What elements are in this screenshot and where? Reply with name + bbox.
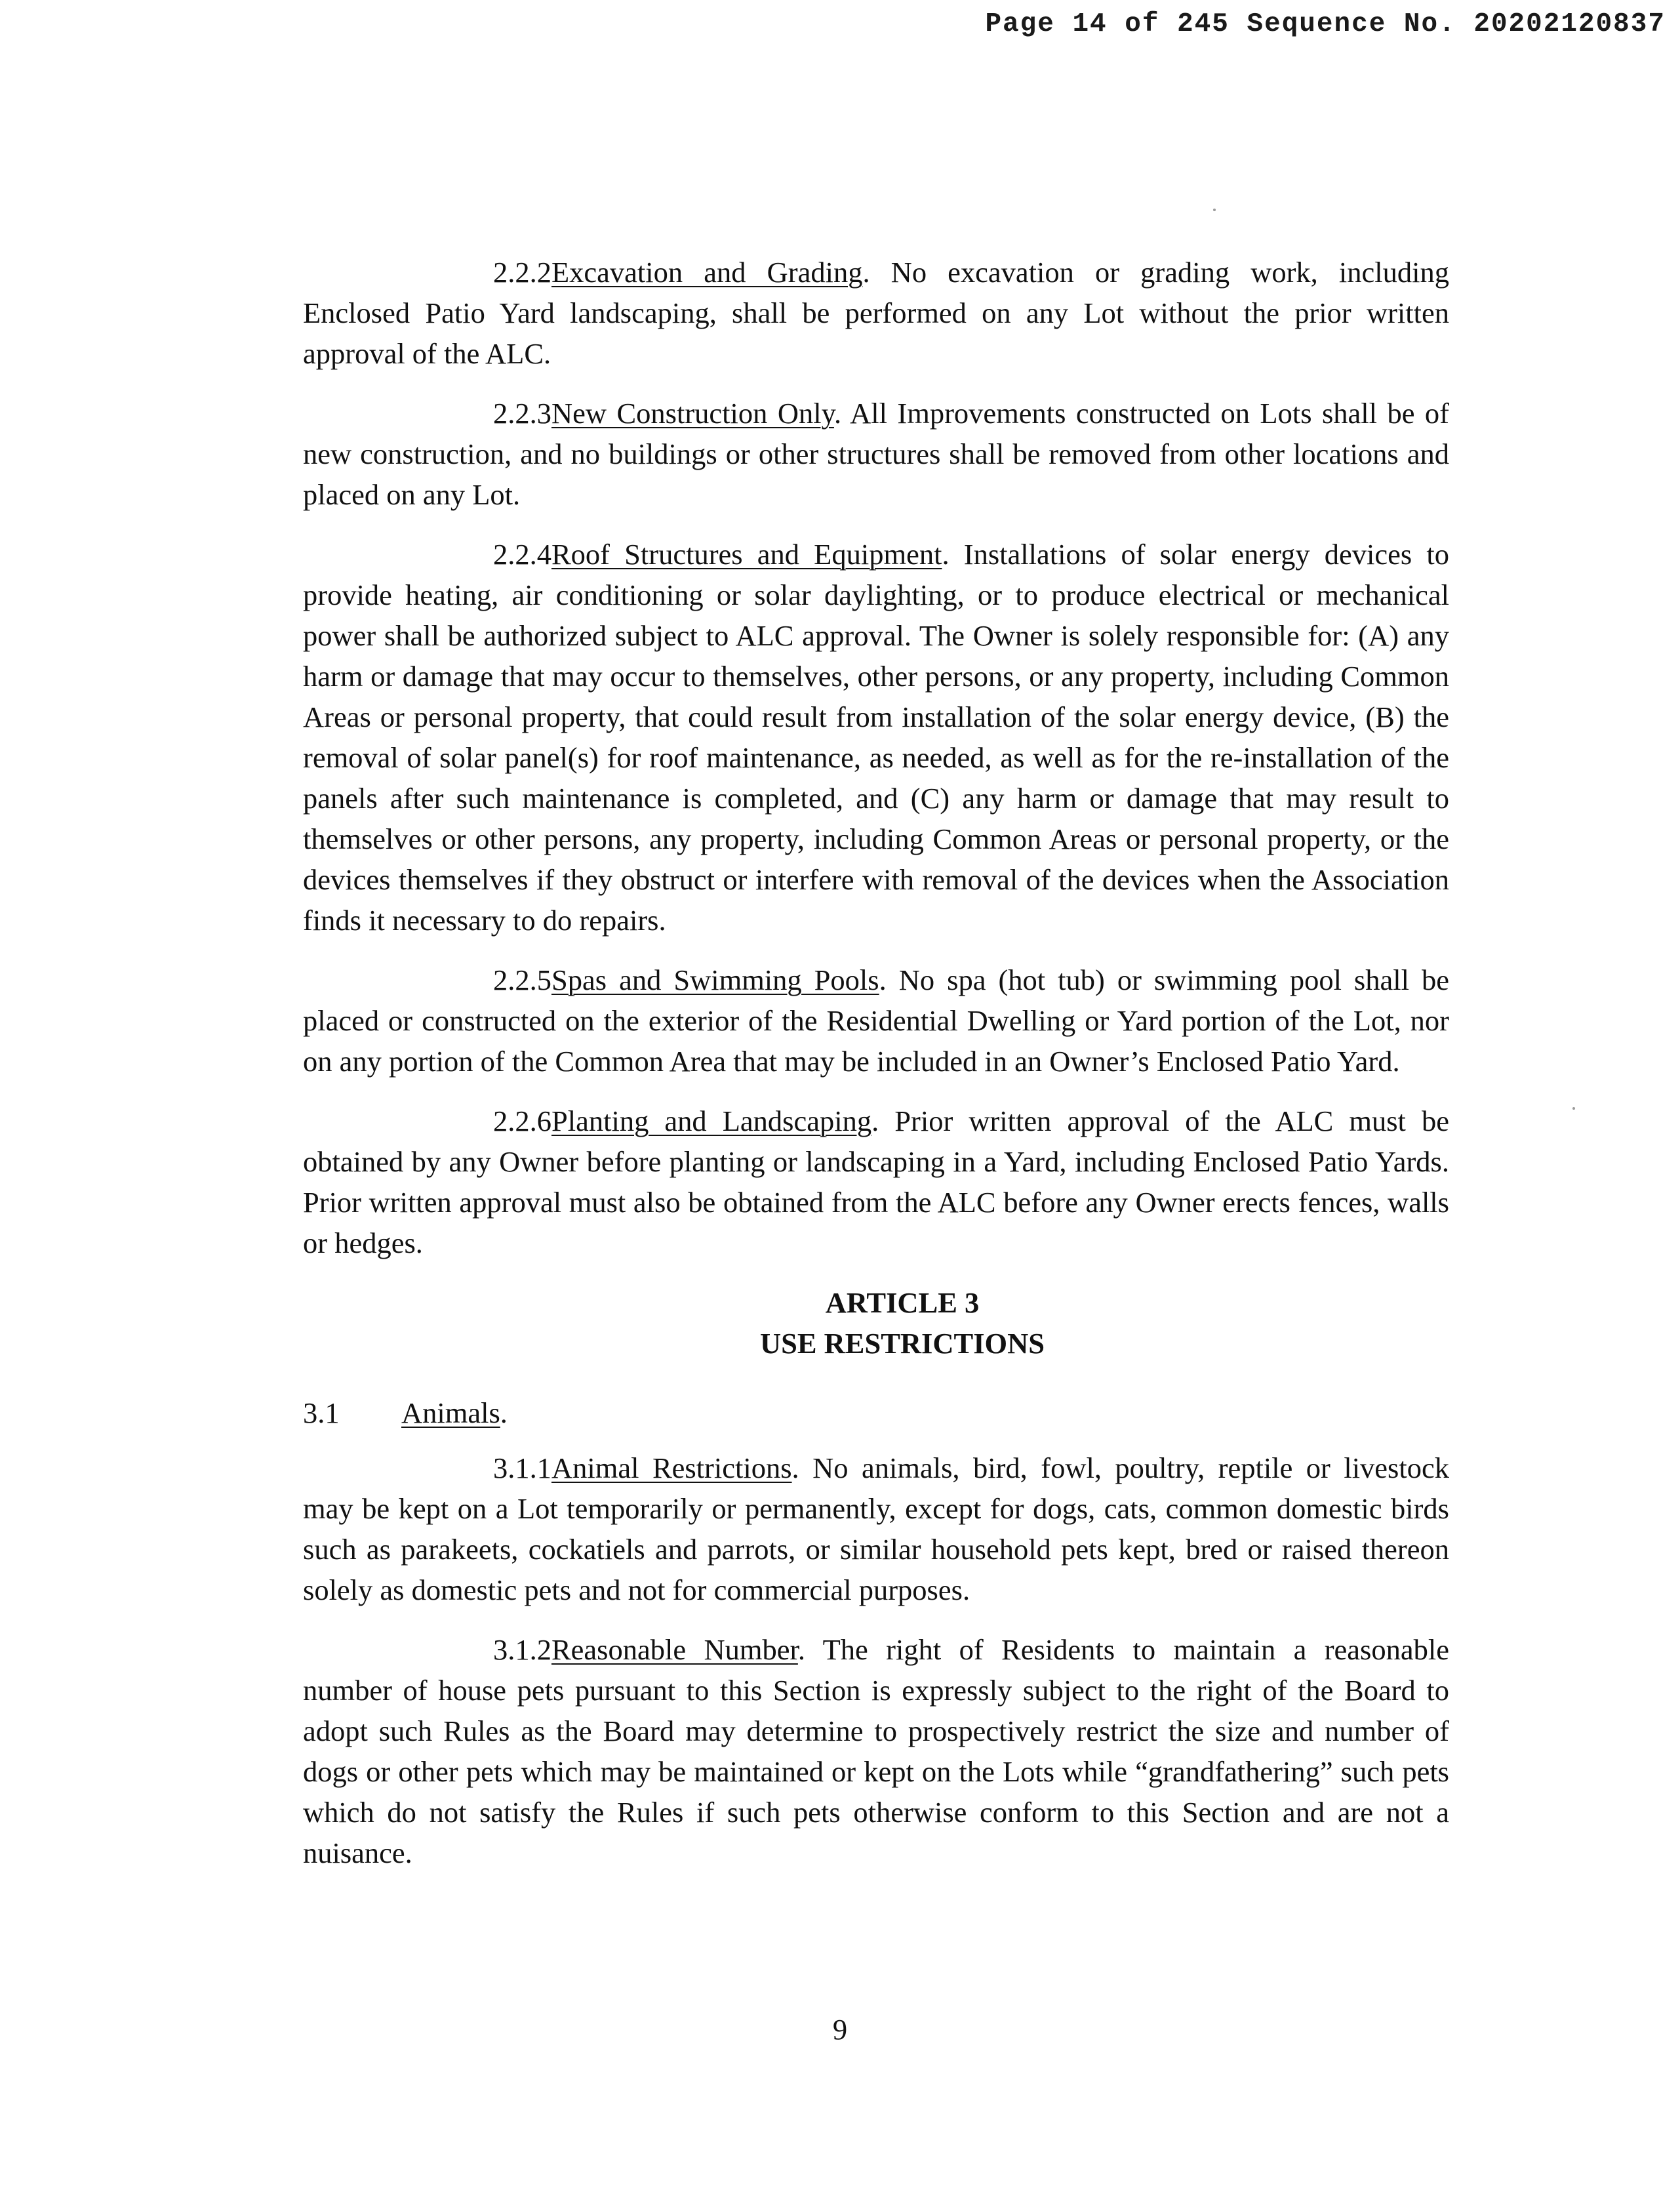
article-heading — [303, 1282, 1449, 1364]
section-text: . No excavation or grading work, including Enclosed Patio Yard landscaping, shall be performed on any Lot without the prior written approval of the ALC. — [303, 256, 1450, 370]
section-number: 2.2.5 — [493, 963, 551, 996]
document-body — [303, 252, 1449, 1892]
article-number: ARTICLE 3 — [825, 1286, 980, 1319]
section-number: 3.1 — [303, 1396, 340, 1429]
section-2-2-2 — [303, 252, 1449, 374]
section-number: 3.1.2 — [493, 1633, 551, 1666]
section-text: . Prior written approval of the ALC must be obtained by any Owner before planting or landscaping in a Yard, including Enclosed Patio Yards. Prior written approval must also be obtained from the ALC before any Owner erects fences, walls or hedges. — [303, 1105, 1449, 1259]
section-title: Roof Structures and Equipment — [551, 538, 942, 571]
section-title: Animals — [401, 1396, 500, 1429]
section-number: 2.2.2 — [493, 256, 551, 289]
article-title: USE RESTRICTIONS — [759, 1327, 1045, 1360]
section-3-1-heading — [303, 1392, 1449, 1433]
section-text: . Installations of solar energy devices to provide heating, air conditioning or solar daylighting, or to produce electrical or mechanical power shall be authorized subject to ALC approval. The Owner is solely responsible for: (A) any harm or damage that may occur to themselves, other persons, or any property, including Common Areas or personal property, that could result from installation of the solar energy device, (B) the removal of solar panel(s) for roof maintenance, as needed, as well as for the re-installation of the panels after such maintenance is completed, and (C) any harm or damage that may result to themselves or other persons, any property, including Common Areas or personal property, or the devices themselves if they obstruct or interfere with removal of the devices when the Association finds it necessary to do repairs. — [303, 538, 1449, 937]
section-title: Animal Restrictions — [551, 1451, 792, 1484]
section-title: Spas and Swimming Pools — [551, 963, 879, 996]
section-number: 2.2.4 — [493, 538, 551, 571]
section-title: Planting and Landscaping — [551, 1105, 872, 1137]
section-number: 2.2.3 — [493, 397, 551, 430]
section-text: . All Improvements constructed on Lots shall be of new construction, and no buildings or other structures shall be removed from other locations and placed on any Lot. — [303, 397, 1449, 511]
section-2-2-6 — [303, 1101, 1449, 1263]
section-title-suffix: . — [500, 1396, 508, 1429]
section-number: 2.2.6 — [493, 1105, 551, 1137]
section-text: . No animals, bird, fowl, poultry, reptile or livestock may be kept on a Lot temporarily or permanently, except for dogs, cats, common domestic birds such as parakeets, cockatiels and parrots, or similar household pets kept, bred or raised thereon solely as domestic pets and not for commercial purposes. — [303, 1451, 1449, 1606]
section-2-2-4 — [303, 534, 1449, 941]
section-title: Excavation and Grading — [551, 256, 863, 289]
section-3-1-1 — [303, 1448, 1449, 1610]
section-title: New Construction Only — [551, 397, 834, 430]
section-3-1-2 — [303, 1629, 1449, 1873]
section-title: Reasonable Number — [551, 1633, 798, 1666]
scan-speck — [1572, 1107, 1575, 1110]
scan-speck — [1213, 209, 1216, 211]
page-number: 9 — [832, 2013, 848, 2046]
section-text: . The right of Residents to maintain a reasonable number of house pets pursuant to this Section is expressly subject to the right of the Board to adopt such Rules as the Board may determine to prospectively restrict the size and number of dogs or other pets which may be maintained or kept on the Lots while “grandfathering” such pets which do not satisfy the Rules if such pets otherwise conform to this Section and are not a nuisance. — [303, 1633, 1449, 1869]
section-2-2-5 — [303, 960, 1449, 1082]
section-text: . No spa (hot tub) or swimming pool shall be placed or constructed on the exterior of the Residential Dwelling or Yard portion of the Lot, nor on any portion of the Common Area that may be included in an Owner’s Enclosed Patio Yard. — [303, 963, 1449, 1078]
page-sequence-stamp: Page 14 of 245 Sequence No. 20202120837 — [985, 9, 1666, 39]
section-number: 3.1.1 — [493, 1451, 551, 1484]
section-2-2-3 — [303, 393, 1449, 515]
